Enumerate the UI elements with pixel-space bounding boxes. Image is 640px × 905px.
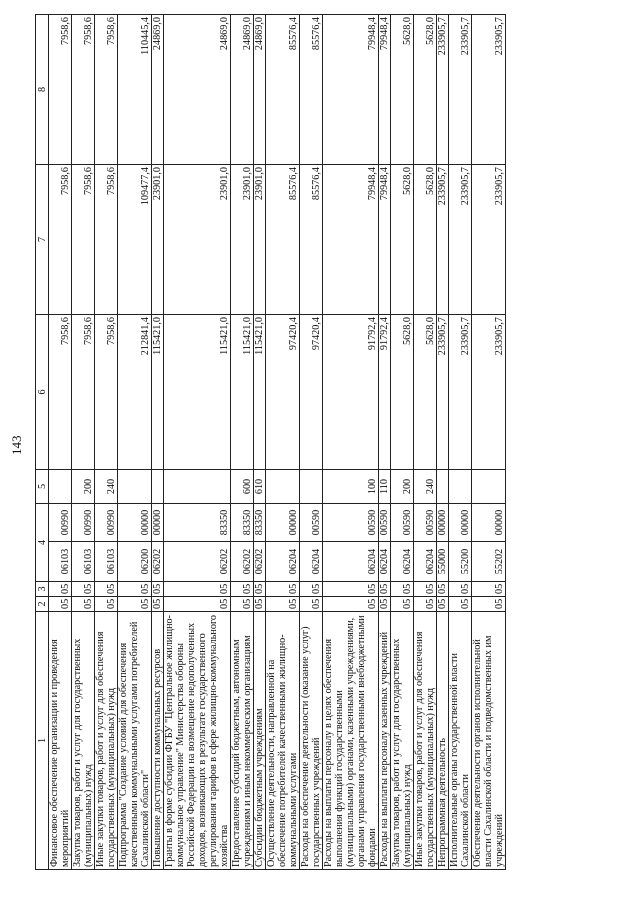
- expense-type-cell: 600: [231, 470, 254, 504]
- subsection-code-cell: 05: [300, 582, 323, 597]
- target-article-code-cell: 00000: [437, 504, 449, 542]
- year3-amount-cell: 233905,7: [449, 15, 472, 165]
- year1-amount-cell: 97420,4: [266, 315, 300, 470]
- expense-type-cell: [152, 470, 164, 504]
- year3-amount-cell: 79948,4: [379, 15, 391, 165]
- year2-amount-cell: 79948,4: [379, 165, 391, 315]
- target-article-code-cell: 83350: [231, 504, 254, 542]
- subsection-code-cell: 05: [95, 582, 118, 597]
- subsection-code-cell: 05: [231, 582, 254, 597]
- year1-amount-cell: 7958,6: [72, 315, 95, 470]
- section-code-cell: 05: [391, 597, 414, 612]
- table-row: [414, 15, 437, 870]
- section-code-cell: 05: [72, 597, 95, 612]
- section-code-cell: 05: [472, 597, 506, 612]
- subsection-code-cell: 05: [72, 582, 95, 597]
- target-article-code-cell: 00990: [95, 504, 118, 542]
- subsection-code-cell: 05: [414, 582, 437, 597]
- year1-amount-cell: 91792,4: [379, 315, 391, 470]
- target-article-cell: 06202: [152, 542, 164, 582]
- page-number: 143: [9, 435, 24, 455]
- expense-type-cell: 240: [95, 470, 118, 504]
- row-name-cell: Расходы на выплаты персоналу в целях обеспечения выполнения функций государственными (муниципальными) органами, казенными учреждениями, органами управления государственными внебюджетными фондами: [323, 612, 379, 870]
- section-code-cell: 05: [266, 597, 300, 612]
- row-name-cell: Предоставление субсидий бюджетным, автономным учреждениям и иным некоммерческим организациям: [231, 612, 254, 870]
- year3-amount-cell: 85576,4: [300, 15, 323, 165]
- year2-amount-cell: 233905,7: [449, 165, 472, 315]
- year2-amount-cell: 7958,6: [49, 165, 72, 315]
- expense-type-cell: [266, 470, 300, 504]
- row-name-cell: Повышение доступности коммунальных ресурсов: [152, 612, 164, 870]
- year2-amount-cell: 5628,0: [391, 165, 414, 315]
- target-article-code-cell: 00000: [118, 504, 152, 542]
- section-code-cell: 05: [254, 597, 266, 612]
- year3-amount-cell: 85576,4: [266, 15, 300, 165]
- column-header: 1: [36, 612, 49, 870]
- expense-type-cell: [472, 470, 506, 504]
- year3-amount-cell: 79948,4: [323, 15, 379, 165]
- subsection-code-cell: 05: [266, 582, 300, 597]
- year1-amount-cell: 7958,6: [95, 315, 118, 470]
- table-row: [231, 15, 254, 870]
- target-article-cell: 06204: [300, 542, 323, 582]
- year1-amount-cell: 233905,7: [472, 315, 506, 470]
- row-name-cell: Обеспечение деятельности органов исполнительной власти Сахалинской области и подведомственных им учреждений: [472, 612, 506, 870]
- expense-type-cell: [449, 470, 472, 504]
- year2-amount-cell: 233905,7: [472, 165, 506, 315]
- target-article-code-cell: 00990: [49, 504, 72, 542]
- target-article-cell: 55202: [472, 542, 506, 582]
- year2-amount-cell: 109477,4: [118, 165, 152, 315]
- table-row: [323, 15, 379, 870]
- expense-type-cell: [437, 470, 449, 504]
- year1-amount-cell: 5628,0: [391, 315, 414, 470]
- table-row: [449, 15, 472, 870]
- year1-amount-cell: 115421,0: [152, 315, 164, 470]
- column-header: 2: [36, 597, 49, 612]
- target-article-cell: 55000: [437, 542, 449, 582]
- column-header: 8: [36, 15, 49, 165]
- year1-amount-cell: 115421,0: [254, 315, 266, 470]
- subsection-code-cell: 05: [323, 582, 379, 597]
- target-article-cell: 55200: [449, 542, 472, 582]
- table-row: [472, 15, 506, 870]
- year2-amount-cell: 7958,6: [72, 165, 95, 315]
- year1-amount-cell: 233905,7: [449, 315, 472, 470]
- year3-amount-cell: 233905,7: [437, 15, 449, 165]
- year3-amount-cell: 233905,7: [472, 15, 506, 165]
- target-article-code-cell: 00590: [414, 504, 437, 542]
- target-article-cell: 06202: [254, 542, 266, 582]
- expense-type-cell: [300, 470, 323, 504]
- table-row: [254, 15, 266, 870]
- table-row: [49, 15, 72, 870]
- subsection-code-cell: 05: [152, 582, 164, 597]
- expense-type-cell: [118, 470, 152, 504]
- section-code-cell: 05: [49, 597, 72, 612]
- expense-type-cell: 110: [379, 470, 391, 504]
- subsection-code-cell: 05: [254, 582, 266, 597]
- budget-table: [35, 14, 506, 870]
- row-name-cell: Осуществление деятельности, направленной на обеспечение потребителей качественными жилищно-коммунальными услугами: [266, 612, 300, 870]
- section-code-cell: 05: [379, 597, 391, 612]
- row-name-cell: Закупка товаров, работ и услуг для государственных (муниципальных) нужд: [72, 612, 95, 870]
- target-article-cell: 06202: [164, 542, 231, 582]
- subsection-code-cell: 05: [49, 582, 72, 597]
- table-row: [379, 15, 391, 870]
- column-header: 4: [36, 504, 49, 582]
- target-article-code-cell: 00000: [449, 504, 472, 542]
- column-header: 5: [36, 470, 49, 504]
- target-article-cell: 06204: [379, 542, 391, 582]
- year3-amount-cell: 7958,6: [49, 15, 72, 165]
- target-article-code-cell: 00000: [472, 504, 506, 542]
- year2-amount-cell: 23901,0: [164, 165, 231, 315]
- row-name-cell: Исполнительные органы государственной власти Сахалинской области: [449, 612, 472, 870]
- year2-amount-cell: 85576,4: [266, 165, 300, 315]
- year1-amount-cell: 7958,6: [49, 315, 72, 470]
- row-name-cell: Иные закупки товаров, работ и услуг для обеспечения государственных (муниципальных) нужд: [95, 612, 118, 870]
- column-header: 7: [36, 165, 49, 315]
- subsection-code-cell: 05: [118, 582, 152, 597]
- target-article-cell: 06103: [49, 542, 72, 582]
- target-article-cell: 06204: [391, 542, 414, 582]
- table-row: [300, 15, 323, 870]
- year2-amount-cell: 23901,0: [254, 165, 266, 315]
- year1-amount-cell: 233905,7: [437, 315, 449, 470]
- section-code-cell: 05: [300, 597, 323, 612]
- column-header: 3: [36, 582, 49, 597]
- row-name-cell: Субсидии бюджетным учреждениям: [254, 612, 266, 870]
- column-header: 6: [36, 315, 49, 470]
- row-name-cell: Гранты в форме субсидии ФГБУ "Центральное жилищно-коммунальное управление" Министерства обороны Российской Федерации на возмещение недополученных доходов, возникающих в результате государственного регулирования тарифов в сфере жилищно-коммунального хозяйства: [164, 612, 231, 870]
- subsection-code-cell: 05: [437, 582, 449, 597]
- row-name-cell: Непрограммная деятельность: [437, 612, 449, 870]
- target-article-cell: 06204: [323, 542, 379, 582]
- table-row: [72, 15, 95, 870]
- subsection-code-cell: 05: [379, 582, 391, 597]
- year1-amount-cell: 212841,4: [118, 315, 152, 470]
- target-article-cell: 06103: [95, 542, 118, 582]
- target-article-code-cell: 00590: [391, 504, 414, 542]
- year2-amount-cell: 233905,7: [437, 165, 449, 315]
- expense-type-cell: [49, 470, 72, 504]
- target-article-code-cell: 00590: [379, 504, 391, 542]
- year3-amount-cell: 7958,6: [95, 15, 118, 165]
- table-row: [266, 15, 300, 870]
- target-article-cell: 06103: [72, 542, 95, 582]
- year2-amount-cell: 23901,0: [231, 165, 254, 315]
- year1-amount-cell: 91792,4: [323, 315, 379, 470]
- expense-type-cell: 100: [323, 470, 379, 504]
- table-row: [164, 15, 231, 870]
- year3-amount-cell: 24869,0: [152, 15, 164, 165]
- section-code-cell: 05: [95, 597, 118, 612]
- expense-type-cell: 610: [254, 470, 266, 504]
- year1-amount-cell: 115421,0: [164, 315, 231, 470]
- year1-amount-cell: 5628,0: [414, 315, 437, 470]
- section-code-cell: 05: [231, 597, 254, 612]
- target-article-code-cell: 83350: [254, 504, 266, 542]
- section-code-cell: 05: [437, 597, 449, 612]
- year1-amount-cell: 115421,0: [231, 315, 254, 470]
- subsection-code-cell: 05: [164, 582, 231, 597]
- section-code-cell: 05: [164, 597, 231, 612]
- section-code-cell: 05: [152, 597, 164, 612]
- row-name-cell: Расходы на обеспечение деятельности (оказание услуг) государственных учреждений: [300, 612, 323, 870]
- table-row: [152, 15, 164, 870]
- expense-type-cell: [164, 470, 231, 504]
- table-row: [437, 15, 449, 870]
- subsection-code-cell: 05: [449, 582, 472, 597]
- target-article-code-cell: 83350: [164, 504, 231, 542]
- target-article-code-cell: 00590: [323, 504, 379, 542]
- year3-amount-cell: 24869,0: [231, 15, 254, 165]
- rotated-budget-table-container: [9, 15, 595, 870]
- year2-amount-cell: 7958,6: [95, 165, 118, 315]
- year2-amount-cell: 5628,0: [414, 165, 437, 315]
- year3-amount-cell: 24869,0: [164, 15, 231, 165]
- table-header-row: [36, 15, 49, 870]
- expense-type-cell: 200: [72, 470, 95, 504]
- target-article-code-cell: 00000: [266, 504, 300, 542]
- section-code-cell: 05: [449, 597, 472, 612]
- table-row: [95, 15, 118, 870]
- target-article-code-cell: 00000: [152, 504, 164, 542]
- target-article-cell: 06200: [118, 542, 152, 582]
- section-code-cell: 05: [323, 597, 379, 612]
- year3-amount-cell: 7958,6: [72, 15, 95, 165]
- target-article-cell: 06204: [266, 542, 300, 582]
- target-article-cell: 06204: [414, 542, 437, 582]
- year3-amount-cell: 24869,0: [254, 15, 266, 165]
- year2-amount-cell: 79948,4: [323, 165, 379, 315]
- row-name-cell: Иные закупки товаров, работ и услуг для обеспечения государственных (муниципальных) нужд: [414, 612, 437, 870]
- table-row: [118, 15, 152, 870]
- year1-amount-cell: 97420,4: [300, 315, 323, 470]
- section-code-cell: 05: [118, 597, 152, 612]
- section-code-cell: 05: [414, 597, 437, 612]
- year3-amount-cell: 5628,0: [391, 15, 414, 165]
- subsection-code-cell: 05: [472, 582, 506, 597]
- row-name-cell: Закупка товаров, работ и услуг для государственных (муниципальных) нужд: [391, 612, 414, 870]
- target-article-cell: 06202: [231, 542, 254, 582]
- subsection-code-cell: 05: [391, 582, 414, 597]
- target-article-code-cell: 00590: [300, 504, 323, 542]
- target-article-code-cell: 00990: [72, 504, 95, 542]
- row-name-cell: Расходы на выплаты персоналу казенных учреждений: [379, 612, 391, 870]
- year3-amount-cell: 5628,0: [414, 15, 437, 165]
- year3-amount-cell: 110445,4: [118, 15, 152, 165]
- expense-type-cell: 200: [391, 470, 414, 504]
- expense-type-cell: 240: [414, 470, 437, 504]
- year2-amount-cell: 85576,4: [300, 165, 323, 315]
- table-row: [391, 15, 414, 870]
- year2-amount-cell: 23901,0: [152, 165, 164, 315]
- row-name-cell: Финансовое обеспечение организации и проведения мероприятий: [49, 612, 72, 870]
- row-name-cell: Подпрограмма "Создание условий для обеспечения качественными коммунальными услугами потребителей Сахалинской области": [118, 612, 152, 870]
